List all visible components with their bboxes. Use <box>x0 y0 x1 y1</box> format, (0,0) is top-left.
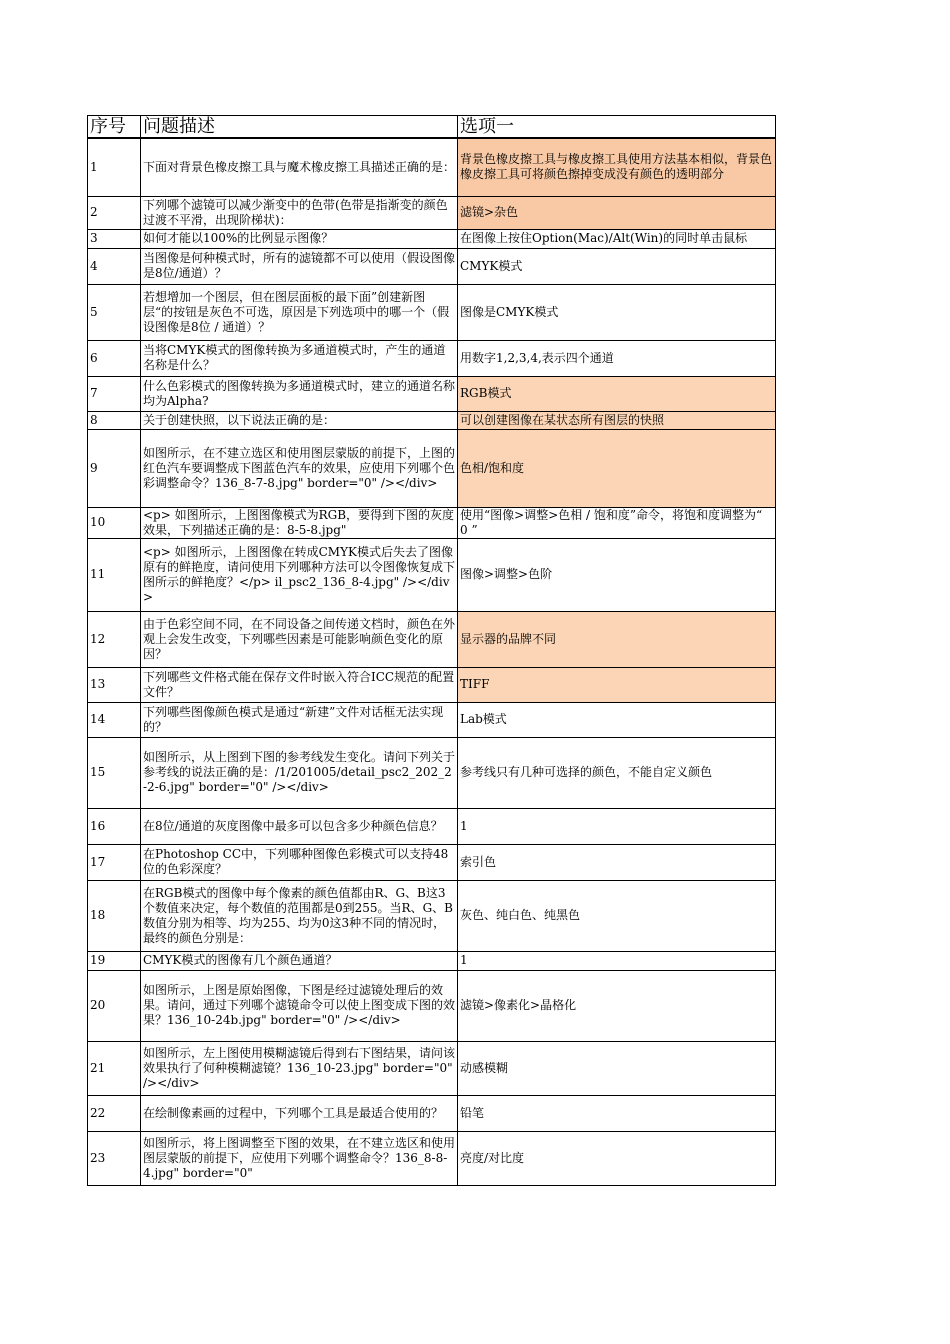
question-cell[interactable] <box>141 702 458 737</box>
option-cell[interactable] <box>458 737 776 808</box>
option-text: 图像是CMYK模式 <box>460 304 559 319</box>
table-row <box>88 376 776 411</box>
header-number[interactable]: 序号 <box>88 116 141 139</box>
option-text: 滤镜>像素化>晶格化 <box>460 998 577 1012</box>
table-row <box>88 411 776 429</box>
table-row <box>88 844 776 880</box>
row-number-cell[interactable]: 2 <box>88 196 141 229</box>
option-cell[interactable] <box>458 1041 776 1095</box>
option-cell[interactable] <box>458 1095 776 1131</box>
table-row <box>88 951 776 970</box>
question-text: 下面对背景色橡皮擦工具与魔术橡皮擦工具描述正确的是： <box>143 159 455 174</box>
row-number-cell[interactable]: 8 <box>88 411 141 429</box>
table-row <box>88 702 776 737</box>
row-number-cell[interactable]: 14 <box>88 702 141 737</box>
question-text: <p> 如图所示，上图图像模式为RGB，要得到下图的灰度效果，下列描述正确的是：8-5-8.jpg" <box>143 508 455 537</box>
question-table <box>87 115 776 1186</box>
question-text: 如何才能以100%的比例显示图像？ <box>143 231 334 245</box>
row-number-cell[interactable]: 10 <box>88 507 141 538</box>
option-text: 用数字1,2,3,4,表示四个通道 <box>460 350 614 365</box>
option-cell[interactable] <box>458 376 776 411</box>
table-row <box>88 880 776 951</box>
option-text: 亮度/对比度 <box>460 1150 525 1165</box>
question-cell[interactable] <box>141 880 458 951</box>
question-cell[interactable] <box>141 844 458 880</box>
option-cell[interactable] <box>458 411 776 429</box>
table-row <box>88 611 776 667</box>
table-row <box>88 248 776 284</box>
option-text: 在图像上按住Option(Mac)/Alt(Win)的同时单击鼠标 <box>460 231 748 245</box>
question-cell[interactable] <box>141 284 458 340</box>
option-cell[interactable] <box>458 1131 776 1185</box>
question-cell[interactable] <box>141 951 458 970</box>
question-cell[interactable] <box>141 667 458 702</box>
row-number-cell[interactable]: 9 <box>88 429 141 507</box>
table-row <box>88 1041 776 1095</box>
table-row <box>88 737 776 808</box>
option-text: RGB模式 <box>460 386 512 400</box>
question-cell[interactable] <box>141 1041 458 1095</box>
row-number-cell[interactable]: 12 <box>88 611 141 667</box>
row-number-cell[interactable]: 3 <box>88 229 141 248</box>
option-cell[interactable] <box>458 611 776 667</box>
question-cell[interactable] <box>141 1131 458 1185</box>
table-row <box>88 808 776 844</box>
table-row <box>88 284 776 340</box>
option-text: 参考线只有几种可选择的颜色，不能自定义颜色 <box>460 765 713 779</box>
option-cell[interactable] <box>458 248 776 284</box>
row-number-cell[interactable]: 7 <box>88 376 141 411</box>
option-text: 可以创建图像在某状态所有图层的快照 <box>460 412 665 427</box>
option-cell[interactable] <box>458 340 776 376</box>
option-text: CMYK模式 <box>460 258 523 273</box>
option-cell[interactable] <box>458 229 776 248</box>
row-number-cell[interactable]: 4 <box>88 248 141 284</box>
option-text: 灰色、纯白色、纯黑色 <box>460 908 581 922</box>
table-row <box>88 138 776 196</box>
row-number-cell[interactable]: 18 <box>88 880 141 951</box>
option-cell[interactable] <box>458 702 776 737</box>
option-cell[interactable] <box>458 138 776 196</box>
question-text: 由于色彩空间不同，在不同设备之间传递文档时，颜色在外观上会发生改变，下列哪些因素是可能影响颜色变化的原因？ <box>143 616 455 661</box>
question-cell[interactable] <box>141 196 458 229</box>
question-text: 在Photoshop CC中，下列哪种图像色彩模式可以支持48位的色彩深度？ <box>143 847 449 876</box>
question-text: 什么色彩模式的图像转换为多通道模式时，建立的通道名称均为Alpha? <box>143 378 455 408</box>
option-text: Lab模式 <box>460 712 507 726</box>
question-text: 如图所示，从上图到下图的参考线发生变化。请问下列关于参考线的说法正确的是：/1/201005/detail_psc2_202_2-2-6.jpg" border="0" /></div> <box>143 750 455 794</box>
row-number-cell[interactable]: 17 <box>88 844 141 880</box>
question-text: 下列哪个滤镜可以减少渐变中的色带(色带是指渐变的颜色过渡不平滑，出现阶梯状)： <box>143 197 448 227</box>
question-text: 关于创建快照，以下说法正确的是： <box>143 412 336 427</box>
question-text: CMYK模式的图像有几个颜色通道？ <box>143 953 338 967</box>
table-row <box>88 970 776 1041</box>
row-number-cell[interactable]: 21 <box>88 1041 141 1095</box>
option-cell[interactable] <box>458 808 776 844</box>
question-cell[interactable] <box>141 808 458 844</box>
table-row <box>88 1095 776 1131</box>
table-row <box>88 196 776 229</box>
option-cell[interactable] <box>458 429 776 507</box>
option-text: 1 <box>460 818 468 833</box>
option-text: 色相/饱和度 <box>460 460 525 475</box>
option-cell[interactable] <box>458 284 776 340</box>
header-row <box>88 116 776 139</box>
question-text: 如图所示，左上图使用模糊滤镜后得到右下图结果，请问该效果执行了何种模糊滤镜？136_10-23.jpg" border="0" /></div> <box>143 1045 455 1090</box>
table-row <box>88 1131 776 1185</box>
option-text: 索引色 <box>460 854 497 869</box>
header-option[interactable]: 选项一 <box>458 116 776 139</box>
row-number-cell[interactable]: 11 <box>88 538 141 611</box>
option-cell[interactable] <box>458 667 776 702</box>
question-cell[interactable] <box>141 611 458 667</box>
question-text: 如图所示，将上图调整至下图的效果，在不建立选区和使用图层蒙版的前提下，应使用下列哪个调整命令？136_8-8-4.jpg" border="0" <box>143 1135 455 1180</box>
table-row <box>88 340 776 376</box>
row-number-cell[interactable]: 1 <box>88 138 141 196</box>
question-cell[interactable] <box>141 138 458 196</box>
option-text: 1 <box>460 953 468 967</box>
row-number-cell[interactable]: 6 <box>88 340 141 376</box>
option-cell[interactable] <box>458 880 776 951</box>
row-number-cell[interactable]: 23 <box>88 1131 141 1185</box>
question-cell[interactable] <box>141 507 458 538</box>
option-text: 滤镜>杂色 <box>460 205 519 219</box>
row-number-cell[interactable]: 16 <box>88 808 141 844</box>
option-cell[interactable] <box>458 507 776 538</box>
option-cell[interactable] <box>458 970 776 1041</box>
option-cell[interactable] <box>458 951 776 970</box>
table-row <box>88 538 776 611</box>
question-cell[interactable] <box>141 737 458 808</box>
option-text: 图像>调整>色阶 <box>460 567 553 581</box>
row-number-cell[interactable]: 5 <box>88 284 141 340</box>
question-text: 如图所示，在不建立选区和使用图层蒙版的前提下，上图的红色汽车要调整成下图蓝色汽车的效果，应使用下列哪个色彩调整命令？136_8-7-8.jpg" border="0" /></div> <box>143 445 455 490</box>
question-cell[interactable] <box>141 538 458 611</box>
question-cell[interactable] <box>141 429 458 507</box>
question-cell[interactable] <box>141 248 458 284</box>
question-text: 如图所示，上图是原始图像，下图是经过滤镜处理后的效果。请问，通过下列哪个滤镜命令可以使上图变成下图的效果？136_10-24b.jpg" border="0" /></div> <box>143 983 455 1027</box>
table-row <box>88 667 776 702</box>
question-text: 在RGB模式的图像中每个像素的颜色值都由R、G、B这3个数值来决定，每个数值的范围都是0到255。当R、G、B数值分别为相等、均为255、均为0这3种不同的情况时，最终的颜色分别是： <box>143 885 453 945</box>
row-number-cell[interactable]: 13 <box>88 667 141 702</box>
row-number-cell[interactable]: 22 <box>88 1095 141 1131</box>
option-text: 铅笔 <box>460 1105 485 1120</box>
question-text: 下列哪些图像颜色模式是通过“新建”文件对话框无法实现的？ <box>143 704 444 734</box>
question-text: 在8位/通道的灰度图像中最多可以包含多少种颜色信息？ <box>143 818 443 833</box>
row-number-cell[interactable]: 15 <box>88 737 141 808</box>
option-cell[interactable] <box>458 844 776 880</box>
option-text: 动感模糊 <box>460 1060 509 1075</box>
option-text: 显示器的品牌不同 <box>460 631 557 646</box>
question-text: 当将CMYK模式的图像转换为多通道模式时，产生的通道名称是什么？ <box>143 343 446 372</box>
question-cell[interactable] <box>141 376 458 411</box>
question-cell[interactable] <box>141 411 458 429</box>
question-cell[interactable] <box>141 229 458 248</box>
option-cell[interactable] <box>458 538 776 611</box>
question-text: 在绘制像素画的过程中，下列哪个工具是最适合使用的？ <box>143 1105 444 1120</box>
row-number-cell[interactable]: 19 <box>88 951 141 970</box>
table-row <box>88 507 776 538</box>
question-cell[interactable] <box>141 340 458 376</box>
row-number-cell[interactable]: 20 <box>88 970 141 1041</box>
question-text: 下列哪些文件格式能在保存文件时嵌入符合ICC规范的配置文件？ <box>143 669 455 699</box>
table-row <box>88 429 776 507</box>
question-text: 当图像是何种模式时，所有的滤镜都不可以使用（假设图像是8位/通道）？ <box>143 251 455 280</box>
question-text: <p> 如图所示，上图图像在转成CMYK模式后失去了图像原有的鲜艳度，请问使用下列哪种方法可以令图像恢复成下图所示的鲜艳度？</p> il_psc2_136_8-4.jpg" /></div> <box>143 544 455 604</box>
option-text: TIFF <box>460 677 490 691</box>
option-text: 使用“图像>调整>色相 / 饱和度”命令，将饱和度调整为“ 0 ” <box>460 508 763 537</box>
option-cell[interactable] <box>458 196 776 229</box>
question-text: 若想增加一个图层，但在图层面板的最下面”创建新图层“的按钮是灰色不可选，原因是下列选项中的哪一个（假设图像是8位 / 通道）？ <box>143 289 450 334</box>
question-cell[interactable] <box>141 970 458 1041</box>
question-cell[interactable] <box>141 1095 458 1131</box>
option-text: 背景色橡皮擦工具与橡皮擦工具使用方法基本相似，背景色橡皮擦工具可将颜色擦掉变成没有颜色的透明部分 <box>460 152 773 182</box>
header-question[interactable]: 问题描述 <box>141 116 458 139</box>
table-row <box>88 229 776 248</box>
